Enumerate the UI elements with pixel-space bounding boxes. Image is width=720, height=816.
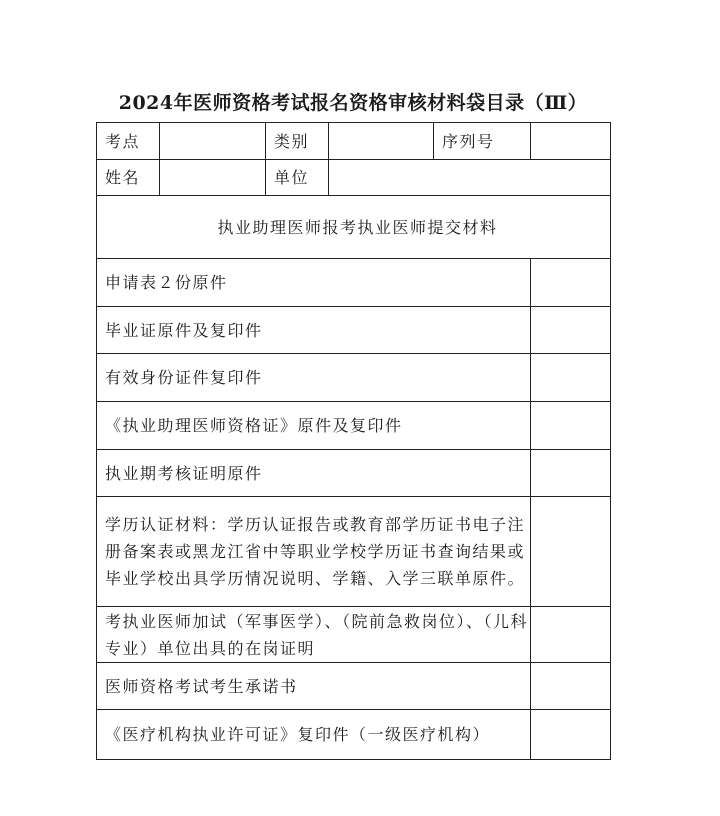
- material-check-cell[interactable]: [531, 307, 611, 354]
- material-row: [97, 307, 611, 354]
- name-field[interactable]: [160, 160, 266, 196]
- material-row: [97, 710, 611, 760]
- header-row-2: [97, 160, 611, 196]
- section-heading: 执业助理医师报考执业医师提交材料: [97, 196, 611, 259]
- material-item-label: 执业期考核证明原件: [97, 450, 531, 497]
- material-item-label: 毕业证原件及复印件: [97, 307, 531, 354]
- material-row: [97, 259, 611, 307]
- material-item-label: 《医疗机构执业许可证》复印件（一级医疗机构）: [97, 710, 531, 760]
- serial-field[interactable]: [531, 123, 611, 160]
- exam-site-field[interactable]: [160, 123, 266, 160]
- serial-label: 序列号: [434, 123, 531, 160]
- material-item-label: 学历认证材料：学历认证报告或教育部学历证书电子注册备案表或黑龙江省中等职业学校学历证书查询结果或毕业学校出具学历情况说明、学籍、入学三联单原件。: [97, 497, 531, 607]
- unit-field[interactable]: [329, 160, 611, 196]
- material-item-label: 考执业医师加试（军事医学）、（院前急救岗位）、（儿科专业）单位出具的在岗证明: [97, 607, 531, 663]
- material-check-cell[interactable]: [531, 663, 611, 710]
- material-check-cell[interactable]: [531, 710, 611, 760]
- material-row: [97, 497, 611, 607]
- unit-label: 单位: [266, 160, 329, 196]
- material-check-cell[interactable]: [531, 497, 611, 607]
- material-item-label: 医师资格考试考生承诺书: [97, 663, 531, 710]
- category-field[interactable]: [329, 123, 434, 160]
- header-row-1: [97, 123, 611, 160]
- material-check-cell[interactable]: [531, 607, 611, 663]
- section-row: [97, 196, 611, 259]
- material-item-label: 《执业助理医师资格证》原件及复印件: [97, 402, 531, 450]
- material-item-label: 有效身份证件复印件: [97, 354, 531, 402]
- material-row: [97, 402, 611, 450]
- material-check-cell[interactable]: [531, 402, 611, 450]
- material-item-label: 申请表２份原件: [97, 259, 531, 307]
- materials-form-table: [96, 122, 611, 760]
- material-row: [97, 450, 611, 497]
- category-label: 类别: [266, 123, 329, 160]
- material-check-cell[interactable]: [531, 259, 611, 307]
- material-row: [97, 354, 611, 402]
- material-check-cell[interactable]: [531, 354, 611, 402]
- material-row: [97, 607, 611, 663]
- document-title: 2024年医师资格考试报名资格审核材料袋目录（Ⅲ）: [118, 92, 588, 114]
- material-row: [97, 663, 611, 710]
- name-label: 姓名: [97, 160, 160, 196]
- material-check-cell[interactable]: [531, 450, 611, 497]
- exam-site-label: 考点: [97, 123, 160, 160]
